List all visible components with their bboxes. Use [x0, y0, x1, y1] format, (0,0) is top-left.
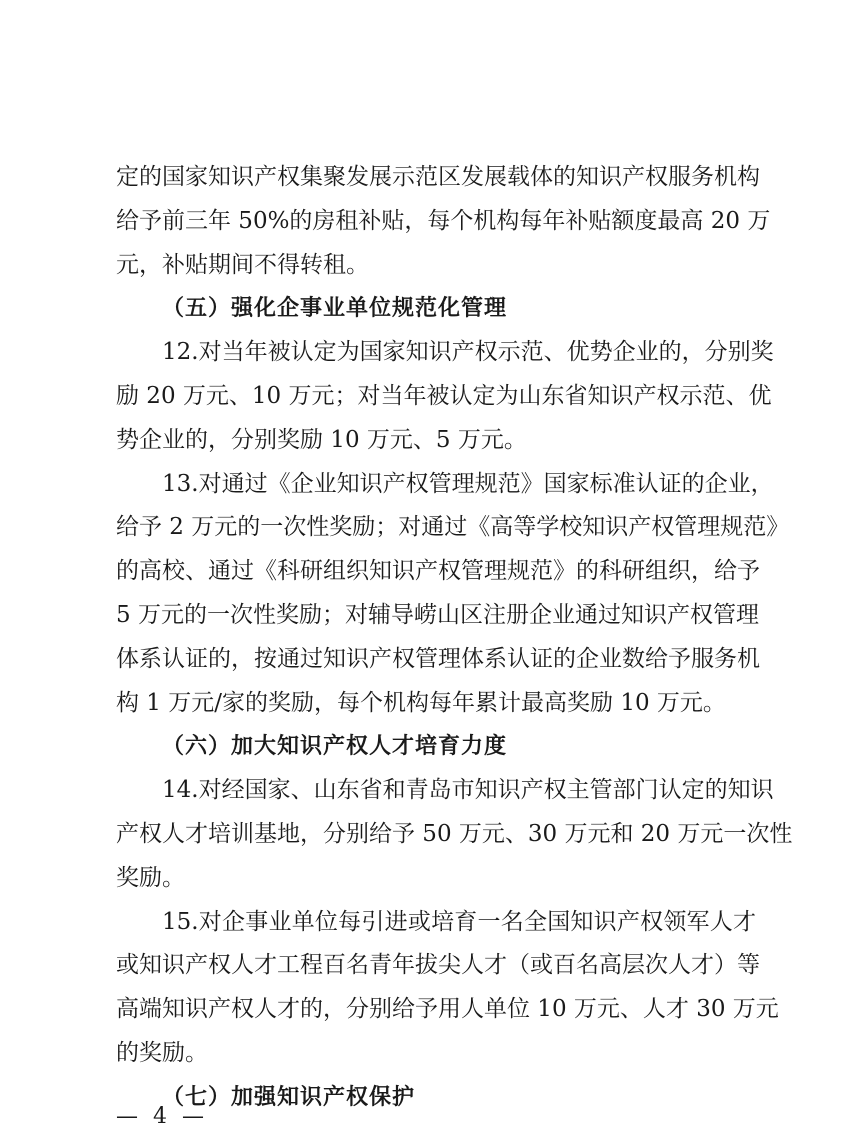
section-heading-7: （七）加强知识产权保护 — [162, 1084, 416, 1110]
paragraph-line: 定的国家知识产权集聚发展示范区发展载体的知识产权服务机构 — [116, 164, 760, 190]
paragraph-line: 15.对企事业单位每引进或培育一名全国知识产权领军人才 — [162, 909, 756, 935]
paragraph-line: 体系认证的，按通过知识产权管理体系认证的企业数给予服务机 — [116, 646, 760, 672]
paragraph-line: 的奖励。 — [116, 1040, 208, 1066]
paragraph-line: 给予前三年 50%的房租补贴，每个机构每年补贴额度最高 20 万 — [116, 208, 771, 234]
paragraph-line: 产权人才培训基地，分别给予 50 万元、30 万元和 20 万元一次性 — [116, 821, 793, 847]
paragraph-line: 奖励。 — [116, 865, 185, 891]
paragraph-line: 5 万元的一次性奖励；对辅导崂山区注册企业通过知识产权管理 — [116, 602, 759, 628]
paragraph-line: 12.对当年被认定为国家知识产权示范、优势企业的，分别奖 — [162, 339, 774, 365]
paragraph-line: 构 1 万元/家的奖励，每个机构每年累计最高奖励 10 万元。 — [116, 690, 726, 716]
page-number: — 4 — — [116, 1104, 208, 1129]
section-heading-6: （六）加大知识产权人才培育力度 — [162, 733, 508, 759]
paragraph-line: 给予 2 万元的一次性奖励；对通过《高等学校知识产权管理规范》 — [116, 514, 790, 540]
paragraph-line: 励 20 万元、10 万元；对当年被认定为山东省知识产权示范、优 — [116, 383, 772, 409]
paragraph-line: 的高校、通过《科研组织知识产权管理规范》的科研组织，给予 — [116, 558, 760, 584]
section-heading-5: （五）强化企事业单位规范化管理 — [162, 295, 508, 321]
paragraph-line: 13.对通过《企业知识产权管理规范》国家标准认证的企业， — [162, 471, 774, 497]
paragraph-line: 或知识产权人才工程百名青年拔尖人才（或百名高层次人才）等 — [116, 952, 760, 978]
paragraph-line: 势企业的，分别奖励 10 万元、5 万元。 — [116, 427, 527, 453]
paragraph-line: 元，补贴期间不得转租。 — [116, 252, 369, 278]
paragraph-line: 高端知识产权人才的，分别给予用人单位 10 万元、人才 30 万元 — [116, 996, 779, 1022]
paragraph-line: 14.对经国家、山东省和青岛市知识产权主管部门认定的知识 — [162, 777, 774, 803]
